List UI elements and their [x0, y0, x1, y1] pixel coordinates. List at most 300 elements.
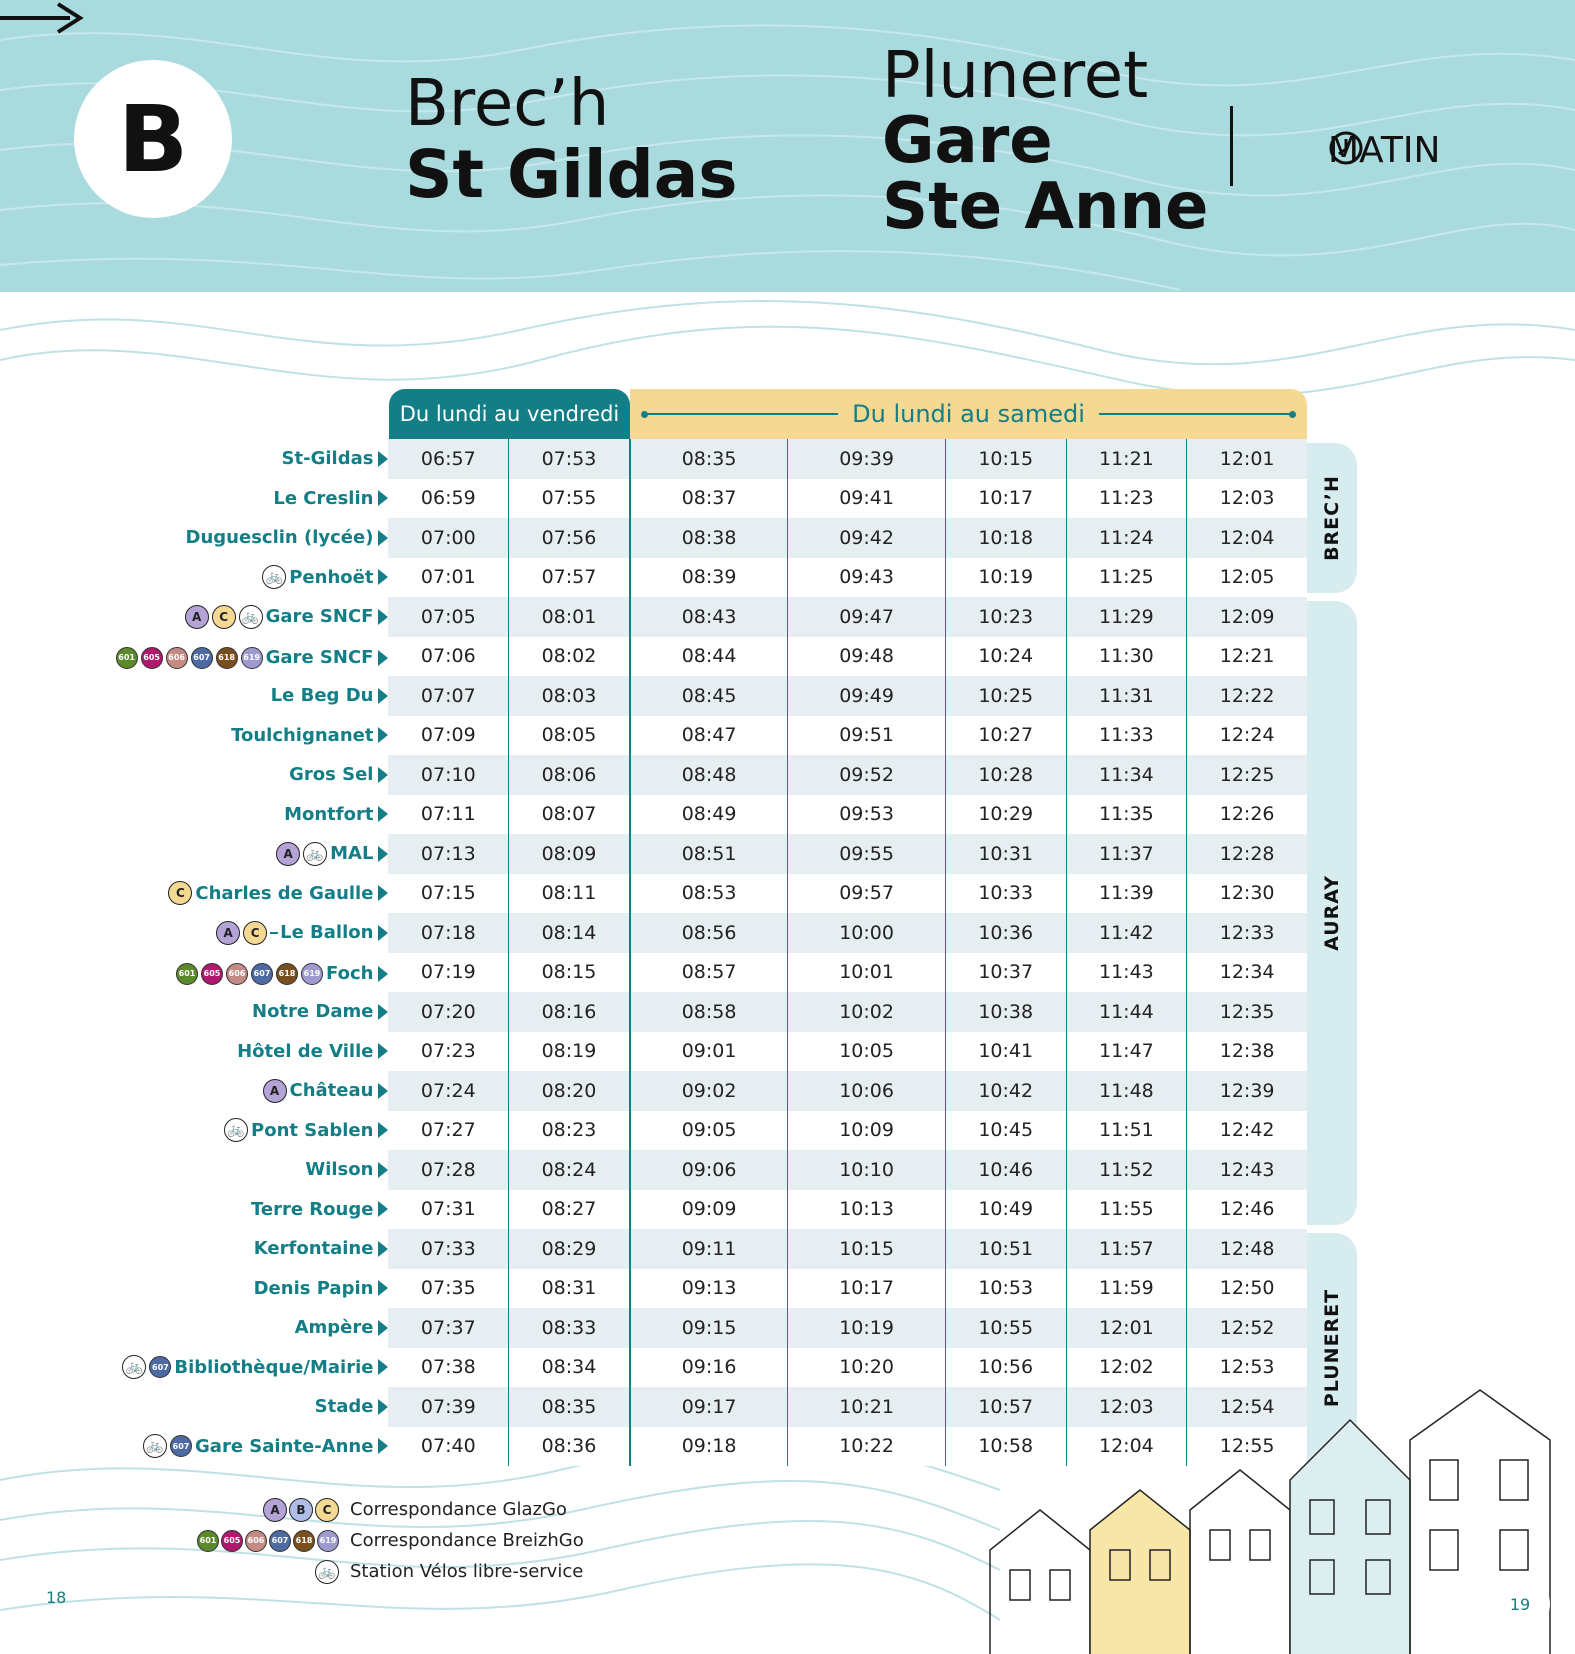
departure-time: 10:10	[788, 1150, 946, 1190]
stop-arrow-icon	[378, 806, 388, 822]
stop-name: Bibliothèque/Mairie	[174, 1356, 374, 1378]
departure-time: 08:16	[509, 992, 630, 1032]
departure-time: 11:37	[1066, 834, 1187, 874]
departure-time: 12:21	[1187, 637, 1307, 677]
departure-time: 07:38	[388, 1348, 508, 1388]
departure-time: 09:53	[788, 795, 946, 835]
stop-name: Gros Sel	[289, 764, 374, 786]
destination-title	[882, 39, 1209, 244]
stop-arrow-icon	[378, 451, 388, 467]
stop-label	[263, 1079, 389, 1103]
departure-time: 08:44	[630, 637, 788, 677]
stop-cell	[0, 479, 388, 519]
departure-time: 08:06	[509, 755, 630, 795]
departure-time: 09:05	[630, 1111, 788, 1151]
departure-time: 10:23	[945, 597, 1066, 637]
departure-time: 08:33	[509, 1308, 630, 1348]
stop-cell	[0, 1348, 388, 1388]
breizhgo-line-606-badge: 606	[166, 647, 188, 669]
departure-time: 07:39	[388, 1387, 508, 1427]
legend-breizhgo-text: Correspondance BreizhGo	[350, 1530, 584, 1551]
breizhgo-line-618-badge: 618	[293, 1530, 315, 1552]
departure-time: 10:27	[945, 716, 1066, 756]
stop-cell	[0, 439, 388, 479]
departure-time: 11:47	[1066, 1032, 1187, 1072]
stop-cell	[0, 558, 388, 598]
stop-name: Denis Papin	[253, 1277, 374, 1299]
breizhgo-badges	[160, 1530, 340, 1552]
table-row	[0, 834, 1307, 874]
stop-arrow-icon	[378, 846, 388, 862]
stop-cell	[0, 755, 388, 795]
legend	[160, 1494, 610, 1587]
stop-arrow-icon	[378, 688, 388, 704]
departure-time: 11:23	[1066, 479, 1187, 519]
velo-badges	[160, 1560, 340, 1584]
breizhgo-line-606-badge: 606	[226, 963, 248, 985]
stop-cell	[0, 716, 388, 756]
glazgo-line-a-badge: A	[185, 605, 209, 629]
departure-time: 07:07	[388, 676, 508, 716]
stop-name: Stade	[314, 1396, 374, 1418]
departure-time: 11:43	[1066, 953, 1187, 993]
departure-time: 07:13	[388, 834, 508, 874]
stop-arrow-icon	[378, 1004, 388, 1020]
departure-time: 10:45	[945, 1111, 1066, 1151]
stop-label	[273, 488, 388, 509]
breizhgo-line-607-badge: 607	[191, 647, 213, 669]
town-houses-illustration	[980, 1360, 1575, 1654]
stop-name: Foch	[326, 963, 374, 984]
departure-time: 09:01	[630, 1032, 788, 1072]
table-row	[0, 676, 1307, 716]
departure-time: 11:21	[1066, 439, 1187, 479]
breizhgo-line-607-badge: 607	[170, 1435, 192, 1457]
stop-name: Gare SNCF	[265, 647, 374, 668]
departure-time: 07:05	[388, 597, 508, 637]
monsat-label: Du lundi au samedi	[852, 400, 1085, 428]
departure-time: 07:55	[509, 479, 630, 519]
departure-time: 07:00	[388, 518, 508, 558]
stop-name: Hôtel de Ville	[237, 1040, 374, 1062]
departure-time: 09:39	[788, 439, 946, 479]
departure-time: 09:17	[630, 1387, 788, 1427]
stop-name: MAL	[330, 843, 374, 865]
departure-time: 07:23	[388, 1032, 508, 1072]
stop-name: Ampère	[294, 1317, 374, 1339]
departure-time: 08:03	[509, 676, 630, 716]
stop-cell	[0, 992, 388, 1032]
table-row	[0, 1190, 1307, 1230]
departure-time: 10:13	[788, 1190, 946, 1230]
table-row	[0, 518, 1307, 558]
stop-arrow-icon	[378, 569, 388, 585]
departure-time: 12:54	[1187, 1387, 1307, 1427]
departure-time: 08:57	[630, 953, 788, 993]
stop-name: Gare Sainte-Anne	[195, 1435, 374, 1457]
stop-label	[271, 685, 389, 706]
stop-arrow-icon	[378, 885, 388, 901]
origin-title	[405, 67, 738, 213]
departure-time: 11:48	[1066, 1071, 1187, 1111]
departure-time: 10:15	[945, 439, 1066, 479]
stop-name: Terre Rouge	[250, 1198, 374, 1220]
departure-time: 12:52	[1187, 1308, 1307, 1348]
departure-time: 08:27	[509, 1190, 630, 1230]
glazgo-line-a-badge: A	[216, 921, 240, 945]
departure-time: 10:53	[945, 1269, 1066, 1309]
table-row	[0, 1308, 1307, 1348]
departure-time: 10:25	[945, 676, 1066, 716]
breizhgo-line-607-badge: 607	[269, 1530, 291, 1552]
departure-time: 06:59	[388, 479, 508, 519]
glazgo-line-c-badge: C	[315, 1498, 339, 1522]
departure-time: 10:38	[945, 992, 1066, 1032]
departure-time: 08:23	[509, 1111, 630, 1151]
stop-label	[122, 1355, 388, 1379]
departure-time: 09:16	[630, 1348, 788, 1388]
stop-name: St-Gildas	[281, 448, 374, 470]
departure-time: 12:01	[1066, 1308, 1187, 1348]
departure-time: 10:20	[788, 1348, 946, 1388]
direction-arrow-icon	[0, 0, 84, 36]
departure-time: 12:53	[1187, 1348, 1307, 1388]
departure-time: 10:49	[945, 1190, 1066, 1230]
stop-name: Kerfontaine	[253, 1238, 374, 1260]
departure-time: 11:42	[1066, 913, 1187, 953]
stop-label	[262, 565, 388, 589]
bicycle-icon: 🚲	[315, 1560, 339, 1584]
departure-time: 12:04	[1187, 518, 1307, 558]
glazgo-line-c-badge: C	[168, 881, 192, 905]
departure-time: 08:45	[630, 676, 788, 716]
departure-time: 11:33	[1066, 716, 1187, 756]
departure-time: 08:37	[630, 479, 788, 519]
departure-time: 10:33	[945, 874, 1066, 914]
departure-time: 07:11	[388, 795, 508, 835]
departure-time: 10:57	[945, 1387, 1066, 1427]
departure-time: 08:31	[509, 1269, 630, 1309]
page-number-left: 18	[46, 1588, 67, 1607]
breizhgo-line-607-badge: 607	[149, 1356, 171, 1378]
zone-name: BREC’H	[1321, 475, 1344, 561]
header-banner	[0, 0, 1575, 292]
departure-time: 10:51	[945, 1229, 1066, 1269]
stop-label	[315, 1396, 389, 1417]
departure-time: 12:33	[1187, 913, 1307, 953]
stop-name: Duguesclin (lycée)	[185, 527, 374, 549]
departure-time: 12:03	[1066, 1387, 1187, 1427]
departure-time: 10:36	[945, 913, 1066, 953]
stop-arrow-icon	[378, 727, 388, 743]
departure-time: 10:22	[788, 1427, 946, 1467]
breizhgo-line-606-badge: 606	[245, 1530, 267, 1552]
stop-arrow-icon	[378, 1201, 388, 1217]
departure-time: 12:02	[1066, 1348, 1187, 1388]
departure-time: 08:36	[509, 1427, 630, 1467]
departure-time: 08:48	[630, 755, 788, 795]
stop-arrow-icon	[378, 530, 388, 546]
stop-label	[252, 1001, 388, 1022]
bicycle-icon: 🚲	[224, 1118, 248, 1142]
stop-arrow-icon	[378, 1043, 388, 1059]
stop-label	[176, 963, 388, 985]
departure-time: 12:30	[1187, 874, 1307, 914]
table-row	[0, 637, 1307, 677]
departure-time: 07:06	[388, 637, 508, 677]
stop-cell	[0, 913, 388, 953]
bicycle-icon: 🚲	[143, 1434, 167, 1458]
departure-time: 10:15	[788, 1229, 946, 1269]
table-row	[0, 439, 1307, 479]
stop-label	[237, 1041, 388, 1062]
departure-time: 10:55	[945, 1308, 1066, 1348]
departure-time: 10:09	[788, 1111, 946, 1151]
table-row	[0, 716, 1307, 756]
departure-time: 09:13	[630, 1269, 788, 1309]
stop-cell	[0, 1150, 388, 1190]
line-badge: B	[74, 60, 232, 218]
breizhgo-line-601-badge: 601	[197, 1530, 219, 1552]
departure-time: 11:31	[1066, 676, 1187, 716]
departure-time: 08:38	[630, 518, 788, 558]
departure-time: 08:58	[630, 992, 788, 1032]
stop-arrow-icon	[378, 1320, 388, 1336]
stop-arrow-icon	[378, 1359, 388, 1375]
departure-time: 08:24	[509, 1150, 630, 1190]
departure-time: 07:20	[388, 992, 508, 1032]
stop-cell	[0, 1071, 388, 1111]
departure-time: 08:47	[630, 716, 788, 756]
glazgo-line-a-badge: A	[276, 842, 300, 866]
monsat-header	[630, 389, 1307, 439]
departure-time: 12:09	[1187, 597, 1307, 637]
departure-time: 07:01	[388, 558, 508, 598]
table-row	[0, 795, 1307, 835]
departure-time: 12:34	[1187, 953, 1307, 993]
stop-arrow-icon	[378, 1122, 388, 1138]
stop-arrow-icon	[378, 490, 388, 506]
stop-cell	[0, 1032, 388, 1072]
stop-label	[284, 804, 388, 825]
departure-time: 10:31	[945, 834, 1066, 874]
breizhgo-line-605-badge: 605	[201, 963, 223, 985]
stop-name: Charles de Gaulle	[195, 882, 374, 904]
stop-name: Montfort	[284, 803, 374, 825]
departure-time: 08:15	[509, 953, 630, 993]
departure-time: 07:24	[388, 1071, 508, 1111]
table-row	[0, 1071, 1307, 1111]
departure-time: 12:04	[1066, 1427, 1187, 1467]
departure-time: 10:21	[788, 1387, 946, 1427]
glazgo-line-b-badge: B	[289, 1498, 313, 1522]
origin-stop: St Gildas	[405, 136, 738, 213]
header-divider	[1230, 106, 1233, 186]
bicycle-icon: 🚲	[262, 565, 286, 589]
departure-time: 09:06	[630, 1150, 788, 1190]
departure-time: 07:15	[388, 874, 508, 914]
departure-time: 08:09	[509, 834, 630, 874]
breizhgo-line-619-badge: 619	[317, 1530, 339, 1552]
legend-glazgo	[160, 1494, 610, 1525]
departure-time: 11:25	[1066, 558, 1187, 598]
departure-time: 08:07	[509, 795, 630, 835]
breizhgo-line-601-badge: 601	[116, 647, 138, 669]
departure-time: 10:37	[945, 953, 1066, 993]
departure-time: 09:18	[630, 1427, 788, 1467]
stop-cell	[0, 1269, 388, 1309]
stop-arrow-icon	[378, 1162, 388, 1178]
stop-cell	[0, 597, 388, 637]
stop-label	[254, 1238, 389, 1259]
departure-time: 10:17	[788, 1269, 946, 1309]
departure-time: 10:17	[945, 479, 1066, 519]
stop-arrow-icon	[378, 925, 388, 941]
stop-name: Le Creslin	[273, 487, 374, 509]
departure-time: 12:26	[1187, 795, 1307, 835]
departure-time: 10:41	[945, 1032, 1066, 1072]
departure-time: 11:52	[1066, 1150, 1187, 1190]
stop-arrow-icon	[378, 1438, 388, 1454]
destination-stop-line1: Gare	[882, 104, 1053, 179]
departure-time: 08:01	[509, 597, 630, 637]
departure-time: 10:06	[788, 1071, 946, 1111]
departure-time: 07:28	[388, 1150, 508, 1190]
departure-time: 10:58	[945, 1427, 1066, 1467]
stop-arrow-icon	[378, 1241, 388, 1257]
breizhgo-line-619-badge: 619	[301, 963, 323, 985]
stop-label	[143, 1434, 388, 1458]
departure-time: 08:19	[509, 1032, 630, 1072]
departure-time: 07:19	[388, 953, 508, 993]
bicycle-icon: 🚲	[122, 1355, 146, 1379]
stop-label	[251, 1199, 388, 1220]
departure-time: 12:22	[1187, 676, 1307, 716]
departure-time: 09:55	[788, 834, 946, 874]
stop-label	[168, 881, 388, 905]
departure-time: 12:46	[1187, 1190, 1307, 1230]
departure-time: 12:55	[1187, 1427, 1307, 1467]
departure-time: 09:47	[788, 597, 946, 637]
departure-time: 08:14	[509, 913, 630, 953]
breizhgo-line-601-badge: 601	[176, 963, 198, 985]
departure-time: 09:49	[788, 676, 946, 716]
departure-time: 11:59	[1066, 1269, 1187, 1309]
stop-name: Le Ballon	[280, 922, 374, 944]
zone-label	[1307, 601, 1357, 1225]
departure-time: 10:28	[945, 755, 1066, 795]
departure-time: 09:43	[788, 558, 946, 598]
stop-arrow-icon	[378, 966, 388, 982]
departure-time: 12:38	[1187, 1032, 1307, 1072]
departure-time: 10:42	[945, 1071, 1066, 1111]
glazgo-line-a-badge: A	[263, 1498, 287, 1522]
stop-label	[116, 647, 389, 669]
departure-time: 06:57	[388, 439, 508, 479]
table-row	[0, 953, 1307, 993]
departure-time: 09:48	[788, 637, 946, 677]
departure-time: 08:51	[630, 834, 788, 874]
stop-name: Gare SNCF	[265, 606, 374, 628]
stop-label	[254, 1278, 389, 1299]
departure-time: 07:33	[388, 1229, 508, 1269]
departure-time: 11:44	[1066, 992, 1187, 1032]
departure-time: 11:57	[1066, 1229, 1187, 1269]
departure-time: 11:29	[1066, 597, 1187, 637]
bicycle-icon: 🚲	[303, 842, 327, 866]
departure-time: 11:39	[1066, 874, 1187, 914]
stop-arrow-icon	[378, 1280, 388, 1296]
table-row	[0, 1150, 1307, 1190]
departure-time: 12:43	[1187, 1150, 1307, 1190]
stop-cell	[0, 874, 388, 914]
departure-time: 10:19	[788, 1308, 946, 1348]
departure-time: 07:09	[388, 716, 508, 756]
stop-name: Toulchignanet	[231, 724, 374, 746]
table-row	[0, 558, 1307, 598]
departure-time: 09:51	[788, 716, 946, 756]
stop-cell	[0, 637, 388, 677]
departure-time: 11:35	[1066, 795, 1187, 835]
legend-glazgo-text: Correspondance GlazGo	[350, 1499, 567, 1520]
departure-time: 09:42	[788, 518, 946, 558]
departure-time: 12:25	[1187, 755, 1307, 795]
stop-label	[289, 764, 388, 785]
stop-name: Pont Sablen	[251, 1119, 374, 1141]
timetable-body	[0, 439, 1307, 1466]
period-label	[1328, 130, 1440, 171]
departure-time: 09:41	[788, 479, 946, 519]
stop-cell	[0, 1229, 388, 1269]
departure-time: 07:18	[388, 913, 508, 953]
departure-time: 10:18	[945, 518, 1066, 558]
departure-time: 08:11	[509, 874, 630, 914]
departure-time: 08:02	[509, 637, 630, 677]
departure-time: 07:53	[509, 439, 630, 479]
clock-icon	[1328, 130, 1364, 166]
departure-time: 12:39	[1187, 1071, 1307, 1111]
departure-time: 09:52	[788, 755, 946, 795]
departure-time: 10:01	[788, 953, 946, 993]
stop-arrow-icon	[378, 609, 388, 625]
departure-time: 08:29	[509, 1229, 630, 1269]
stop-cell	[0, 1190, 388, 1230]
departure-time: 08:35	[630, 439, 788, 479]
glazgo-badges	[160, 1498, 340, 1522]
connector-line	[270, 932, 278, 934]
legend-velo-text: Station Vélos libre-service	[350, 1561, 584, 1582]
departure-time: 09:15	[630, 1308, 788, 1348]
departure-time: 07:31	[388, 1190, 508, 1230]
breizhgo-line-605-badge: 605	[141, 647, 163, 669]
stop-cell	[0, 518, 388, 558]
departure-time: 12:03	[1187, 479, 1307, 519]
breizhgo-line-618-badge: 618	[216, 647, 238, 669]
departure-time: 12:35	[1187, 992, 1307, 1032]
stop-name: Penhoët	[289, 566, 374, 588]
departure-time: 12:24	[1187, 716, 1307, 756]
zone-name: AURAY	[1321, 875, 1344, 951]
stop-label	[295, 1317, 389, 1338]
stop-arrow-icon	[378, 1399, 388, 1415]
breizhgo-line-607-badge: 607	[251, 963, 273, 985]
zone-label	[1307, 443, 1357, 593]
departure-time: 10:19	[945, 558, 1066, 598]
stop-cell	[0, 1111, 388, 1151]
departure-time: 08:43	[630, 597, 788, 637]
departure-time: 11:34	[1066, 755, 1187, 795]
departure-time: 10:56	[945, 1348, 1066, 1388]
